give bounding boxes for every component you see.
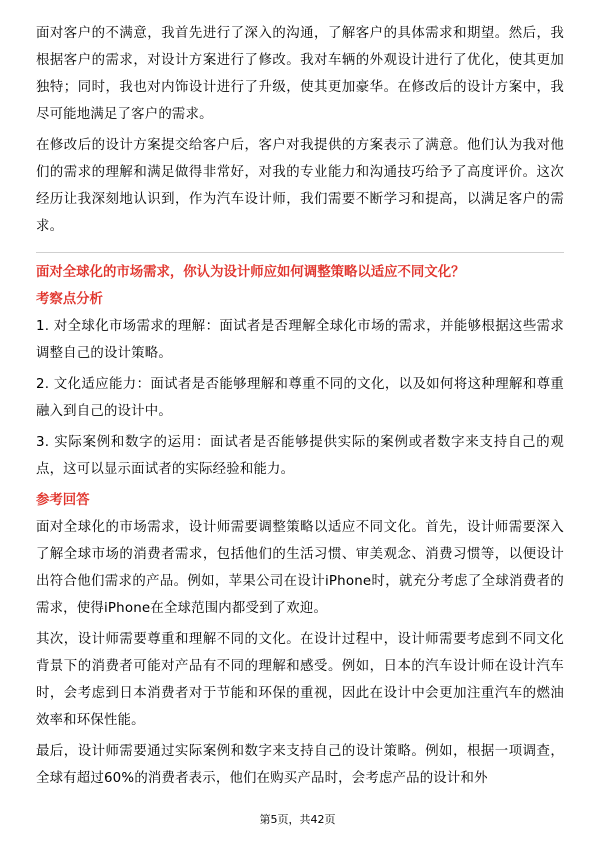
analysis-item: 3. 实际案例和数字的运用：面试者是否能够提供实际的案例或者数字来支持自己的观点，这可以显示面试者的实际经验和能力。 [36,435,564,477]
intro-paragraph: 在修改后的设计方案提交给客户后，客户对我提供的方案表示了满意。他们认为我对他们的需求的理解和满足做得非常好，对我的专业能力和沟通技巧给予了高度评价。这次经历让我深刻地认识到，作为汽车设计师，我们需要不断学习和提高，以满足客户的需求。 [36,138,564,234]
page-number: 第5页，共42页 [259,813,336,826]
answer-title: 参考回答 [36,493,90,508]
answer-paragraph: 其次，设计师需要尊重和理解不同的文化。在设计过程中，设计师需要考虑到不同文化背景下的消费者可能对产品有不同的理解和感受。例如，日本的汽车设计师在设计汽车时，会考虑到日本消费者对于节能和环保的重视，因此在设计中会更加注重汽车的燃油效率和环保性能。 [36,632,564,728]
answer-paragraph: 最后，设计师需要通过实际案例和数字来支持自己的设计策略。例如，根据一项调查，全球有超过60%的消费者表示，他们在购买产品时，会考虑产品的设计和外 [36,744,564,786]
page-content [36,20,564,796]
answer-paragraph: 面对全球化的市场需求，设计师需要调整策略以适应不同文化。首先，设计师需要深入了解全球市场的消费者需求，包括他们的生活习惯、审美观念、消费习惯等，以便设计出符合他们需求的产品。例如，苹果公司在设计iPhone时，就充分考虑了全球消费者的需求，使得iPhone在全球范围内都受到了欢迎。 [36,520,564,616]
analysis-item: 2. 文化适应能力：面试者是否能够理解和尊重不同的文化，以及如何将这种理解和尊重融入到自己的设计中。 [36,377,564,419]
interview-question: 面对全球化的市场需求，你认为设计师应如何调整策略以适应不同文化？ [36,265,465,280]
analysis-title: 考察点分析 [36,292,103,307]
intro-paragraph: 面对客户的不满意，我首先进行了深入的沟通，了解客户的具体需求和期望。然后，我根据客户的需求，对设计方案进行了修改。我对车辆的外观设计进行了优化，使其更加独特；同时，我也对内饰设计进行了升级，使其更加豪华。在修改后的设计方案中，我尽可能地满足了客户的需求。 [36,26,564,122]
analysis-item: 1. 对全球化市场需求的理解：面试者是否理解全球化市场的需求，并能够根据这些需求调整自己的设计策略。 [36,319,564,361]
section-divider [36,252,564,253]
